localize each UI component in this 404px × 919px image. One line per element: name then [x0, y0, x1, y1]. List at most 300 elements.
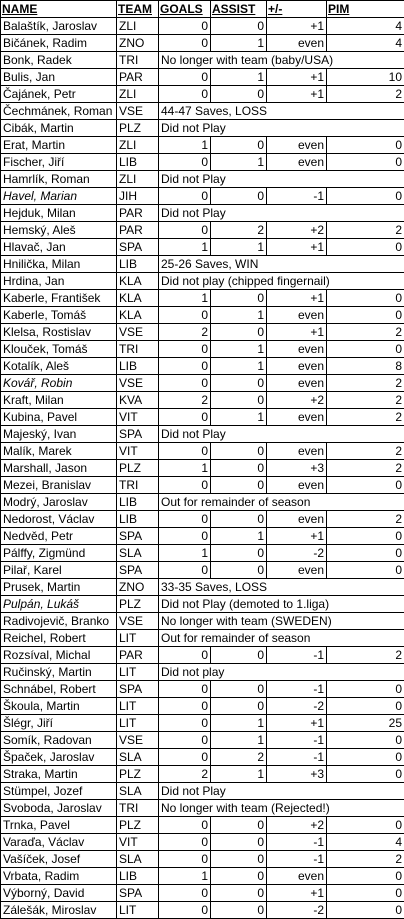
status-note: Did not Play: [159, 783, 404, 800]
pim-cell: 2: [327, 647, 404, 664]
pim-cell: 2: [327, 511, 404, 528]
table-row: [1, 511, 404, 528]
table-row: [1, 698, 404, 715]
team-code: SPA: [117, 885, 159, 902]
goals-cell: 0: [159, 69, 211, 86]
assist-cell: 0: [211, 460, 267, 477]
table-row: [1, 409, 404, 426]
pim-cell: 4: [327, 35, 404, 52]
table-row: [1, 426, 404, 443]
team-code: SPA: [117, 681, 159, 698]
status-note: Out for remainder of season: [159, 494, 404, 511]
team-code: PAR: [117, 69, 159, 86]
assist-cell: 0: [211, 511, 267, 528]
table-row: [1, 239, 404, 256]
team-code: LIB: [117, 494, 159, 511]
plus-minus-cell: -1: [267, 749, 327, 766]
table-row: [1, 443, 404, 460]
pim-cell: 0: [327, 137, 404, 154]
plus-minus-cell: +1: [267, 18, 327, 35]
team-code: SPA: [117, 426, 159, 443]
team-code: JIH: [117, 188, 159, 205]
team-code: VSE: [117, 732, 159, 749]
pim-cell: 2: [327, 409, 404, 426]
table-row: [1, 392, 404, 409]
team-code: VSE: [117, 324, 159, 341]
player-name: Nedvěd, Petr: [1, 528, 117, 545]
pim-cell: 0: [327, 154, 404, 171]
goals-cell: 0: [159, 715, 211, 732]
pim-cell: 25: [327, 715, 404, 732]
player-name: Kubina, Pavel: [1, 409, 117, 426]
table-row: [1, 307, 404, 324]
goals-cell: 0: [159, 902, 211, 919]
team-code: KVA: [117, 392, 159, 409]
goals-cell: 1: [159, 460, 211, 477]
header-team: TEAM: [117, 1, 159, 18]
player-name: Čechmánek, Roman: [1, 103, 117, 120]
table-row: [1, 341, 404, 358]
team-code: PLZ: [117, 817, 159, 834]
table-row: [1, 783, 404, 800]
pim-cell: 0: [327, 732, 404, 749]
status-note: 33-35 Saves, LOSS: [159, 579, 404, 596]
player-name: Ručinský, Martin: [1, 664, 117, 681]
assist-cell: 1: [211, 239, 267, 256]
team-code: VSE: [117, 103, 159, 120]
header-assist: ASSIST: [211, 1, 267, 18]
assist-cell: 1: [211, 766, 267, 783]
team-code: LIT: [117, 630, 159, 647]
player-name: Mezei, Branislav: [1, 477, 117, 494]
table-row: [1, 732, 404, 749]
team-code: SLA: [117, 783, 159, 800]
pim-cell: 0: [327, 307, 404, 324]
plus-minus-cell: -1: [267, 732, 327, 749]
team-code: KLA: [117, 307, 159, 324]
assist-cell: 0: [211, 681, 267, 698]
player-name: Šlégr, Jiří: [1, 715, 117, 732]
team-code: PAR: [117, 222, 159, 239]
plus-minus-cell: +1: [267, 528, 327, 545]
table-row: [1, 324, 404, 341]
team-code: KLA: [117, 290, 159, 307]
plus-minus-cell: -2: [267, 698, 327, 715]
pim-cell: 4: [327, 834, 404, 851]
team-code: LIB: [117, 511, 159, 528]
team-code: TRI: [117, 800, 159, 817]
table-row: [1, 35, 404, 52]
team-code: ZLI: [117, 137, 159, 154]
player-name: Malík, Marek: [1, 443, 117, 460]
table-row: [1, 52, 404, 69]
goals-cell: 0: [159, 409, 211, 426]
goals-cell: 2: [159, 392, 211, 409]
pim-cell: 0: [327, 766, 404, 783]
player-name: Klelsa, Rostislav: [1, 324, 117, 341]
plus-minus-cell: -2: [267, 902, 327, 919]
table-row: [1, 681, 404, 698]
plus-minus-cell: +1: [267, 324, 327, 341]
assist-cell: 0: [211, 188, 267, 205]
plus-minus-cell: -1: [267, 647, 327, 664]
pim-cell: 2: [327, 443, 404, 460]
goals-cell: 0: [159, 562, 211, 579]
assist-cell: 0: [211, 834, 267, 851]
player-name: Vašíček, Josef: [1, 851, 117, 868]
assist-cell: 1: [211, 35, 267, 52]
assist-cell: 1: [211, 307, 267, 324]
assist-cell: 0: [211, 443, 267, 460]
team-code: ZNO: [117, 579, 159, 596]
table-row: [1, 494, 404, 511]
team-code: PAR: [117, 647, 159, 664]
table-row: [1, 562, 404, 579]
assist-cell: 1: [211, 732, 267, 749]
plus-minus-cell: +2: [267, 222, 327, 239]
status-note: Out for remainder of season: [159, 630, 404, 647]
plus-minus-cell: +1: [267, 69, 327, 86]
table-row: [1, 766, 404, 783]
assist-cell: 0: [211, 885, 267, 902]
table-row: [1, 103, 404, 120]
plus-minus-cell: +2: [267, 817, 327, 834]
status-note: Did not Play (demoted to 1.liga): [159, 596, 404, 613]
pim-cell: 2: [327, 460, 404, 477]
team-code: ZLI: [117, 86, 159, 103]
table-row: [1, 69, 404, 86]
team-code: SLA: [117, 749, 159, 766]
player-name: Somík, Radovan: [1, 732, 117, 749]
status-note: Did not Play: [159, 426, 404, 443]
table-row: [1, 154, 404, 171]
team-code: ZLI: [117, 18, 159, 35]
status-note: Did not Play: [159, 171, 404, 188]
team-code: SPA: [117, 528, 159, 545]
pim-cell: 2: [327, 86, 404, 103]
player-name: Kraft, Milan: [1, 392, 117, 409]
goals-cell: 1: [159, 137, 211, 154]
player-name: Reichel, Robert: [1, 630, 117, 647]
table-row: [1, 205, 404, 222]
header-name: NAME: [1, 1, 117, 18]
goals-cell: 0: [159, 511, 211, 528]
team-code: LIB: [117, 154, 159, 171]
table-row: [1, 18, 404, 35]
goals-cell: 0: [159, 477, 211, 494]
assist-cell: 0: [211, 375, 267, 392]
team-code: LIT: [117, 902, 159, 919]
assist-cell: 0: [211, 18, 267, 35]
player-name: Hejduk, Milan: [1, 205, 117, 222]
team-code: TRI: [117, 477, 159, 494]
plus-minus-cell: even: [267, 341, 327, 358]
pim-cell: 2: [327, 375, 404, 392]
team-code: LIB: [117, 358, 159, 375]
team-code: SLA: [117, 851, 159, 868]
player-name: Čajánek, Petr: [1, 86, 117, 103]
table-row: [1, 715, 404, 732]
table-row: [1, 902, 404, 919]
assist-cell: 0: [211, 545, 267, 562]
player-name: Pilař, Karel: [1, 562, 117, 579]
team-code: SPA: [117, 239, 159, 256]
pim-cell: 10: [327, 69, 404, 86]
plus-minus-cell: even: [267, 375, 327, 392]
plus-minus-cell: +1: [267, 239, 327, 256]
pim-cell: 0: [327, 477, 404, 494]
team-code: PLZ: [117, 766, 159, 783]
team-code: PLZ: [117, 120, 159, 137]
team-code: KLA: [117, 273, 159, 290]
goals-cell: 0: [159, 18, 211, 35]
plus-minus-cell: +1: [267, 86, 327, 103]
pim-cell: 2: [327, 392, 404, 409]
player-name: Trnka, Pavel: [1, 817, 117, 834]
pim-cell: 0: [327, 545, 404, 562]
status-note: No longer with team (Rejected!): [159, 800, 404, 817]
assist-cell: 1: [211, 154, 267, 171]
player-name: Pálffy, Zigmünd: [1, 545, 117, 562]
pim-cell: 0: [327, 188, 404, 205]
plus-minus-cell: +1: [267, 885, 327, 902]
goals-cell: 0: [159, 647, 211, 664]
assist-cell: 0: [211, 392, 267, 409]
player-name: Hlavač, Jan: [1, 239, 117, 256]
goals-cell: 0: [159, 749, 211, 766]
player-name: Varaďa, Václav: [1, 834, 117, 851]
player-name: Bulis, Jan: [1, 69, 117, 86]
goals-cell: 0: [159, 86, 211, 103]
plus-minus-cell: +1: [267, 290, 327, 307]
goals-cell: 0: [159, 358, 211, 375]
goals-cell: 2: [159, 324, 211, 341]
assist-cell: 0: [211, 851, 267, 868]
status-note: 44-47 Saves, LOSS: [159, 103, 404, 120]
pim-cell: 0: [327, 290, 404, 307]
table-row: [1, 851, 404, 868]
player-name: Rozsíval, Michal: [1, 647, 117, 664]
table-row: [1, 613, 404, 630]
table-row: [1, 358, 404, 375]
assist-cell: 1: [211, 69, 267, 86]
team-code: VSE: [117, 613, 159, 630]
goals-cell: 0: [159, 443, 211, 460]
team-code: SLA: [117, 545, 159, 562]
assist-cell: 0: [211, 137, 267, 154]
team-code: LIT: [117, 698, 159, 715]
player-name: Pulpán, Lukáš: [1, 596, 117, 613]
plus-minus-cell: even: [267, 137, 327, 154]
assist-cell: 0: [211, 647, 267, 664]
table-row: [1, 460, 404, 477]
pim-cell: 0: [327, 902, 404, 919]
player-name: Výborný, David: [1, 885, 117, 902]
player-name: Stümpel, Jozef: [1, 783, 117, 800]
goals-cell: 1: [159, 868, 211, 885]
table-row: [1, 868, 404, 885]
status-note: 25-26 Saves, WIN: [159, 256, 404, 273]
assist-cell: 0: [211, 562, 267, 579]
plus-minus-cell: -1: [267, 834, 327, 851]
team-code: ZNO: [117, 35, 159, 52]
plus-minus-cell: even: [267, 154, 327, 171]
pim-cell: 2: [327, 851, 404, 868]
plus-minus-cell: even: [267, 562, 327, 579]
pim-cell: 0: [327, 817, 404, 834]
table-row: [1, 817, 404, 834]
player-name: Majeský, Ivan: [1, 426, 117, 443]
table-row: [1, 256, 404, 273]
team-code: VIT: [117, 409, 159, 426]
goals-cell: 0: [159, 154, 211, 171]
player-name: Balaštík, Jaroslav: [1, 18, 117, 35]
team-code: LIT: [117, 715, 159, 732]
plus-minus-cell: -2: [267, 545, 327, 562]
assist-cell: 0: [211, 86, 267, 103]
plus-minus-cell: even: [267, 477, 327, 494]
player-name: Fischer, Jiří: [1, 154, 117, 171]
status-note: No longer with team (baby/USA): [159, 52, 404, 69]
team-code: PLZ: [117, 460, 159, 477]
assist-cell: 1: [211, 358, 267, 375]
team-code: VSE: [117, 375, 159, 392]
assist-cell: 0: [211, 290, 267, 307]
header-row: [1, 1, 404, 18]
goals-cell: 0: [159, 698, 211, 715]
assist-cell: 1: [211, 409, 267, 426]
plus-minus-cell: even: [267, 307, 327, 324]
goals-cell: 1: [159, 545, 211, 562]
player-name: Straka, Martin: [1, 766, 117, 783]
assist-cell: 0: [211, 477, 267, 494]
team-code: VIT: [117, 443, 159, 460]
pim-cell: 0: [327, 341, 404, 358]
goals-cell: 0: [159, 35, 211, 52]
plus-minus-cell: -1: [267, 188, 327, 205]
player-name: Cibák, Martin: [1, 120, 117, 137]
goals-cell: 0: [159, 375, 211, 392]
table-row: [1, 273, 404, 290]
table-row: [1, 885, 404, 902]
table-row: [1, 171, 404, 188]
pim-cell: 8: [327, 358, 404, 375]
plus-minus-cell: +3: [267, 766, 327, 783]
assist-cell: 0: [211, 324, 267, 341]
player-name: Erat, Martin: [1, 137, 117, 154]
pim-cell: 4: [327, 18, 404, 35]
pim-cell: 0: [327, 239, 404, 256]
goals-cell: 0: [159, 732, 211, 749]
status-note: Did not Play: [159, 205, 404, 222]
plus-minus-cell: even: [267, 511, 327, 528]
assist-cell: 0: [211, 698, 267, 715]
team-code: SPA: [117, 562, 159, 579]
player-name: Bičánek, Radim: [1, 35, 117, 52]
player-name: Marshall, Jason: [1, 460, 117, 477]
player-name: Vrbata, Radim: [1, 868, 117, 885]
team-code: LIB: [117, 868, 159, 885]
player-name: Zálešák, Miroslav: [1, 902, 117, 919]
team-code: PLZ: [117, 596, 159, 613]
goals-cell: 0: [159, 681, 211, 698]
status-note: Did not Play: [159, 120, 404, 137]
team-code: PAR: [117, 205, 159, 222]
table-row: [1, 749, 404, 766]
goals-cell: 0: [159, 817, 211, 834]
plus-minus-cell: even: [267, 443, 327, 460]
plus-minus-cell: -1: [267, 851, 327, 868]
team-code: LIB: [117, 256, 159, 273]
table-row: [1, 647, 404, 664]
player-name: Svoboda, Jaroslav: [1, 800, 117, 817]
player-name: Prusek, Martin: [1, 579, 117, 596]
table-row: [1, 120, 404, 137]
player-name: Kovář, Robin: [1, 375, 117, 392]
goals-cell: 0: [159, 834, 211, 851]
assist-cell: 2: [211, 222, 267, 239]
pim-cell: 0: [327, 681, 404, 698]
player-name: Radivojevič, Branko: [1, 613, 117, 630]
goals-cell: 0: [159, 851, 211, 868]
goals-cell: 1: [159, 290, 211, 307]
goals-cell: 0: [159, 222, 211, 239]
goals-cell: 0: [159, 307, 211, 324]
table-row: [1, 545, 404, 562]
pim-cell: 0: [327, 528, 404, 545]
pim-cell: 0: [327, 698, 404, 715]
goals-cell: 0: [159, 528, 211, 545]
player-name: Hamrlík, Roman: [1, 171, 117, 188]
table-row: [1, 800, 404, 817]
team-code: LIT: [117, 664, 159, 681]
assist-cell: 1: [211, 715, 267, 732]
player-name: Kotalík, Aleš: [1, 358, 117, 375]
table-row: [1, 834, 404, 851]
header-plus-minus: +/-: [267, 1, 327, 18]
player-name: Havel, Marian: [1, 188, 117, 205]
status-note: Did not play: [159, 664, 404, 681]
goals-cell: 0: [159, 188, 211, 205]
player-name: Modrý, Jaroslav: [1, 494, 117, 511]
table-row: [1, 290, 404, 307]
player-name: Schnábel, Robert: [1, 681, 117, 698]
table-row: [1, 222, 404, 239]
player-name: Hrdina, Jan: [1, 273, 117, 290]
assist-cell: 0: [211, 902, 267, 919]
goals-cell: 0: [159, 341, 211, 358]
goals-cell: 2: [159, 766, 211, 783]
assist-cell: 0: [211, 868, 267, 885]
pim-cell: 0: [327, 868, 404, 885]
table-row: [1, 579, 404, 596]
plus-minus-cell: even: [267, 35, 327, 52]
player-name: Kaberle, František: [1, 290, 117, 307]
pim-cell: 0: [327, 885, 404, 902]
team-code: TRI: [117, 52, 159, 69]
player-name: Nedorost, Václav: [1, 511, 117, 528]
pim-cell: 0: [327, 749, 404, 766]
plus-minus-cell: even: [267, 409, 327, 426]
plus-minus-cell: even: [267, 868, 327, 885]
table-row: [1, 630, 404, 647]
pim-cell: 0: [327, 562, 404, 579]
plus-minus-cell: +3: [267, 460, 327, 477]
team-code: TRI: [117, 341, 159, 358]
plus-minus-cell: +1: [267, 715, 327, 732]
team-code: VIT: [117, 834, 159, 851]
pim-cell: 2: [327, 222, 404, 239]
